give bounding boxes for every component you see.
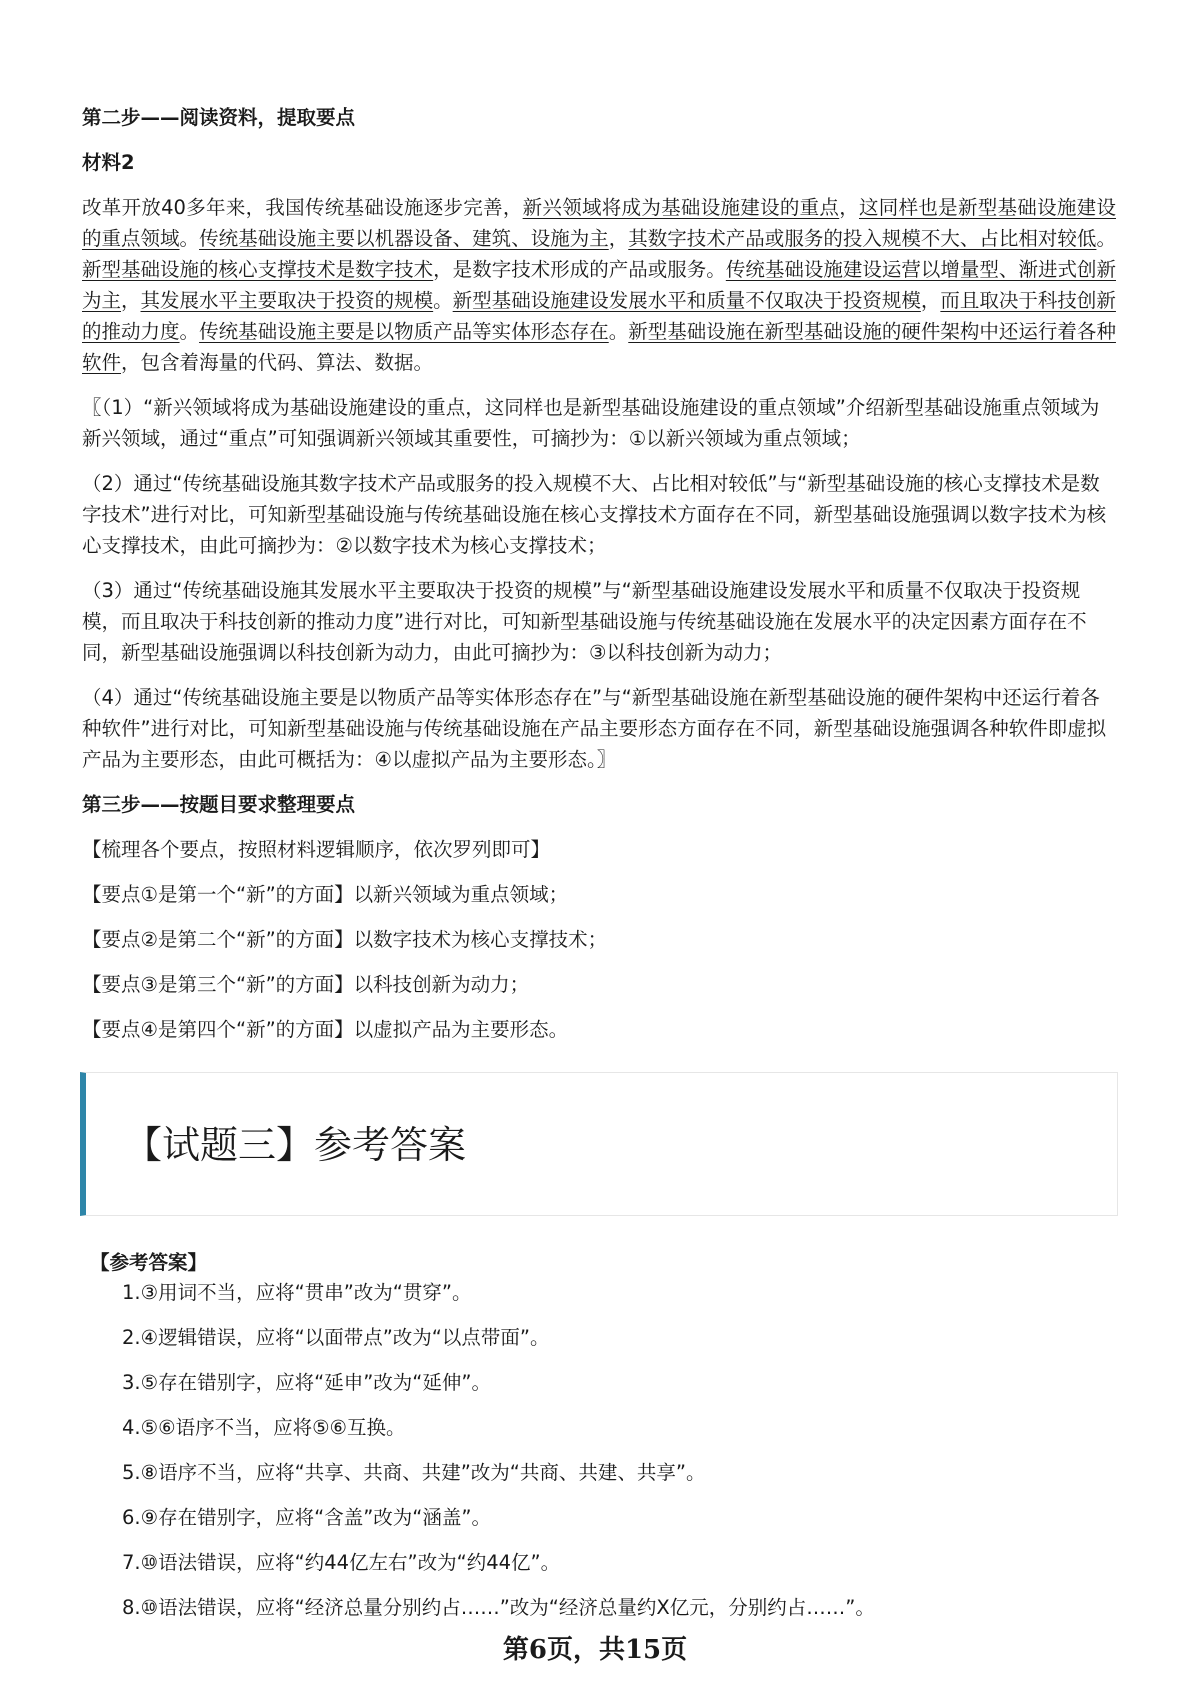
analysis-block (82, 392, 1116, 775)
section-title: 【试题三】参考答案 (124, 1123, 467, 1167)
answer-heading: 【参考答案】 (90, 1251, 208, 1274)
material-text: ， (920, 289, 941, 312)
step3-heading: 第三步——按题目要求整理要点 (82, 793, 356, 816)
answer-item: 3.⑤存在错别字，应将“延申”改为“延伸”。 (122, 1371, 491, 1394)
material-text: 。 (1096, 227, 1116, 250)
step3-list (82, 834, 1116, 1045)
answer-item: 4.⑤⑥语序不当，应将⑤⑥互换。 (122, 1416, 406, 1439)
key-point-line: 【要点④是第四个“新”的方面】以虚拟产品为主要形态。 (82, 1018, 569, 1041)
material-text: 。 (608, 320, 629, 343)
key-point-line: 【要点③是第三个“新”的方面】以科技创新为动力； (82, 973, 530, 996)
answer-list (90, 1278, 1090, 1623)
section-title-box (80, 1072, 1118, 1216)
step2-heading: 第二步——阅读资料，提取要点 (82, 106, 356, 129)
key-point-line: 【要点②是第二个“新”的方面】以数字技术为核心支撑技术； (82, 928, 608, 951)
underlined-key-phrase: 传统基础设施主要以机器设备、建筑、设施为主 (199, 227, 609, 250)
analysis-paragraph: （3）通过“传统基础设施其发展水平主要取决于投资的规模”与“新型基础设施建设发展水平和质量不仅取决于投资规模，而且取决于科技创新的推动力度”进行对比，可知新型基础设施与传统基础设施在发展水平的决定因素方面存在不同，新型基础设施强调以科技创新为动力，由此可摘抄为：③以科技创新为动力； (82, 579, 1087, 664)
material-text: 。 (179, 320, 200, 343)
answer-block (90, 1248, 1090, 1623)
material-paragraph (82, 192, 1116, 378)
answer-item: 7.⑩语法错误，应将“约44亿左右”改为“约44亿”。 (122, 1551, 561, 1574)
material-text: 。 (179, 227, 200, 250)
answer-item: 2.④逻辑错误，应将“以面带点”改为“以点带面”。 (122, 1326, 550, 1349)
answer-item: 5.⑧语序不当，应将“共享、共商、共建”改为“共商、共建、共享”。 (122, 1461, 706, 1484)
underlined-key-phrase: 而且取决于科技创新的推动力度 (82, 289, 1116, 343)
underlined-key-phrase: 新型基础设施建设发展水平和质量不仅取决于投资规模 (452, 289, 921, 312)
document-body (82, 102, 1116, 1045)
key-point-line: 【梳理各个要点，按照材料逻辑顺序，依次罗列即可】 (82, 838, 551, 861)
underlined-key-phrase: 新兴领域将成为基础设施建设的重点 (522, 196, 840, 219)
material-text: 改革开放40多年来，我国传统基础设施逐步完善， (82, 196, 523, 219)
material-text: ， (121, 289, 141, 312)
underlined-key-phrase: 其数字技术产品或服务的投入规模不大、占比相对较低 (628, 227, 1097, 250)
analysis-paragraph: （4）通过“传统基础设施主要是以物质产品等实体形态存在”与“新型基础设施在新型基础设施的硬件架构中还运行着各种软件”进行对比，可知新型基础设施与传统基础设施在产品主要形态方面存在不同，新型基础设施强调各种软件即虚拟产品为主要形态，由此可概括为：④以虚拟产品为主要形态。〗 (82, 686, 1107, 771)
material-text: ，包含着海量的代码、算法、数据。 (121, 351, 434, 374)
material-text: ，是数字技术形成的产品或服务。 (433, 258, 726, 281)
analysis-paragraph: （2）通过“传统基础设施其数字技术产品或服务的投入规模不大、占比相对较低”与“新型基础设施的核心支撑技术是数字技术”进行对比，可知新型基础设施与传统基础设施在核心支撑技术方面存在不同，新型基础设施强调以数字技术为核心支撑技术，由此可摘抄为：②以数字技术为核心支撑技术； (82, 472, 1107, 557)
underlined-key-phrase: 这同样也是新型基础设施建设的重点领域 (82, 196, 1116, 250)
answer-item: 1.③用词不当，应将“贯串”改为“贯穿”。 (122, 1281, 472, 1304)
underlined-key-phrase: 传统基础设施建设运营以增量型、渐进式创新为主 (82, 258, 1116, 312)
key-point-line: 【要点①是第一个“新”的方面】以新兴领域为重点领域； (82, 883, 569, 906)
answer-item: 8.⑩语法错误，应将“经济总量分别约占……”改为“经济总量约X亿元，分别约占……”。 (122, 1596, 875, 1619)
underlined-key-phrase: 其发展水平主要取决于投资的规模 (140, 289, 434, 312)
analysis-paragraph: 〖（1）“新兴领域将成为基础设施建设的重点，这同样也是新型基础设施建设的重点领域”介绍新型基础设施重点领域为新兴领域，通过“重点”可知强调新兴领域其重要性，可摘抄为：①以新兴领域为重点领域； (82, 396, 1100, 450)
underlined-key-phrase: 新型基础设施在新型基础设施的硬件架构中还运行着各种软件 (82, 320, 1116, 374)
answer-item: 6.⑨存在错别字，应将“含盖”改为“涵盖”。 (122, 1506, 491, 1529)
material-text: ， (839, 196, 860, 219)
underlined-key-phrase: 传统基础设施主要是以物质产品等实体形态存在 (199, 320, 609, 343)
material-label: 材料2 (82, 151, 135, 174)
material-text: ， (608, 227, 629, 250)
underlined-key-phrase: 新型基础设施的核心支撑技术是数字技术 (82, 258, 434, 281)
page-footer: 第6页，共15页 (502, 1635, 688, 1665)
material-text: 。 (433, 289, 453, 312)
